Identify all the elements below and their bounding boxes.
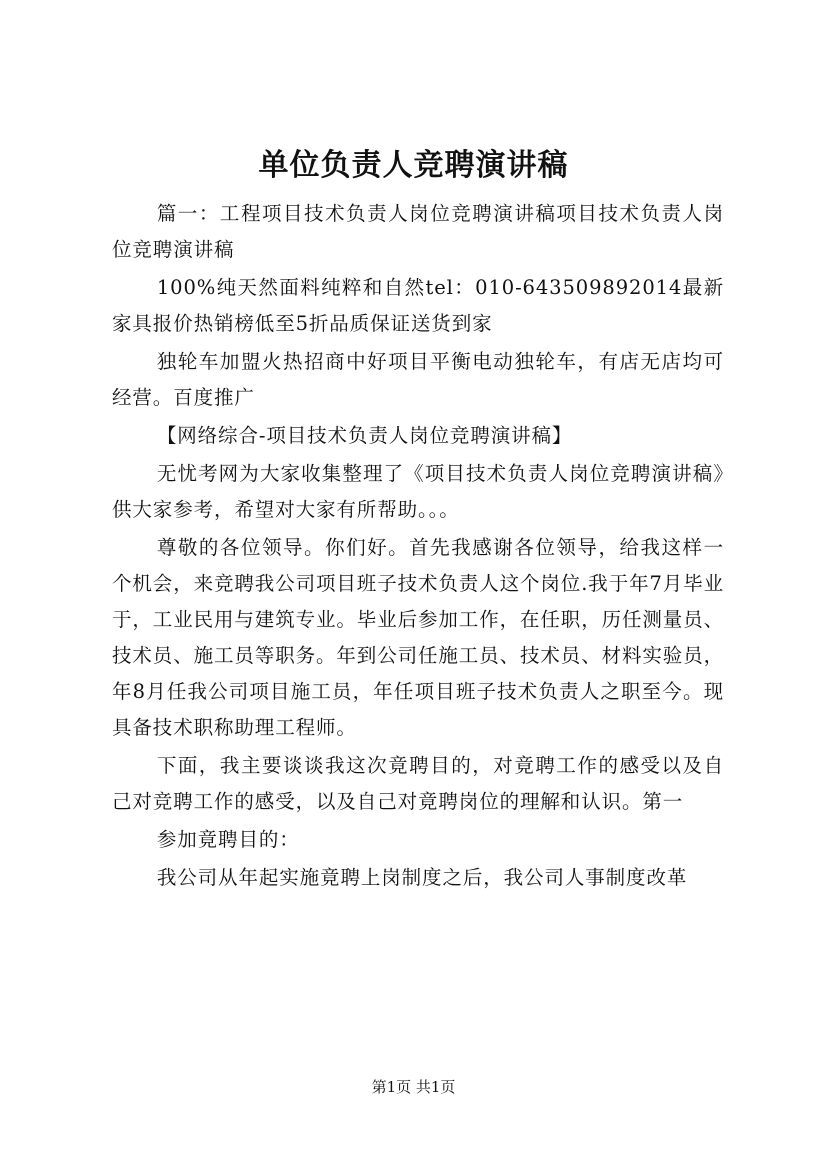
paragraph: 独轮车加盟火热招商中好项目平衡电动独轮车，有店无店均可经营。百度推广	[112, 350, 724, 409]
paragraph: 篇一：工程项目技术负责人岗位竞聘演讲稿项目技术负责人岗位竞聘演讲稿	[112, 202, 724, 261]
paragraph: 尊敬的各位领导。你们好。首先我感谢各位领导，给我这样一个机会，来竞聘我公司项目班子技术负责人这个岗位.我于年7月毕业于，工业民用与建筑专业。毕业后参加工作，在任职，历任测量员、技术员、施工员等职务。年到公司任施工员、技术员、材料实验员，年8月任我公司项目施工员，年任项目班子技术负责人之职至今。现具备技术职称助理工程师。	[112, 536, 725, 739]
paragraph: 参加竟聘目的：	[156, 828, 300, 851]
paragraph: 无忧考网为大家收集整理了《项目技术负责人岗位竞聘演讲稿》供大家参考，希望对大家有所帮助。。。	[112, 462, 724, 521]
paragraph: 我公司从年起实施竟聘上岗制度之后，我公司人事制度改革	[156, 866, 688, 889]
page-number-footer: 第1页 共1页	[371, 1078, 456, 1096]
document-title: 单位负责人竞聘演讲稿	[258, 148, 569, 183]
document-body	[112, 196, 724, 896]
paragraph: 100%纯天然面料纯粹和自然tel：010-643509892014最新家具报价热销榜低至5折品质保证送货到家	[112, 276, 724, 335]
paragraph: 下面，我主要谈谈我这次竟聘目的，对竟聘工作的感受以及自己对竞聘工作的感受，以及自己对竟聘岗位的理解和认识。第一	[112, 754, 724, 813]
paragraph: 【网络综合-项目技术负责人岗位竞聘演讲稿】	[156, 424, 573, 447]
